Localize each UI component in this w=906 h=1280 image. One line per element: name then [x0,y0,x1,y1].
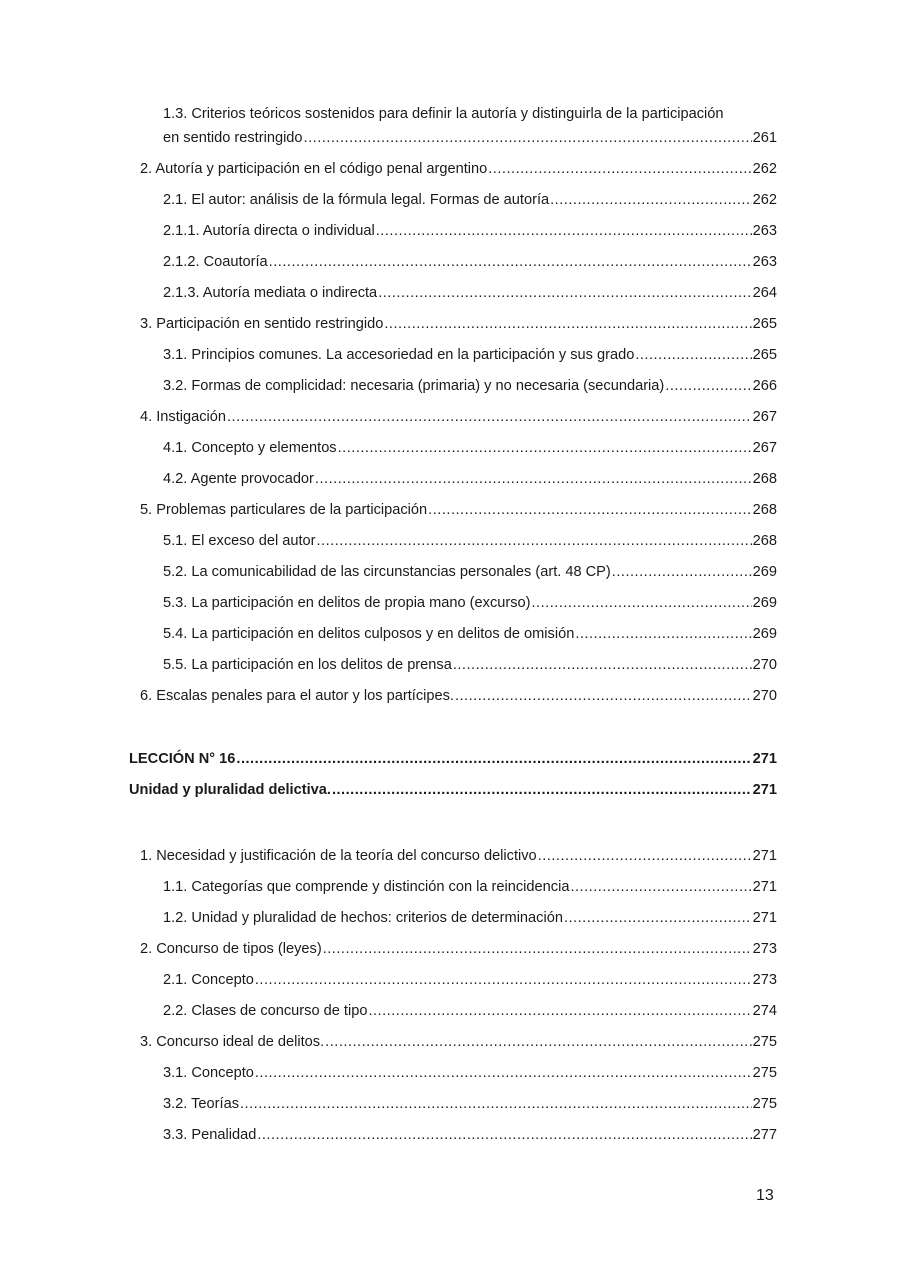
dot-leader [304,128,752,148]
toc-entry[interactable] [129,531,777,562]
toc-page-number: 268 [752,471,777,487]
toc-page-number: 268 [752,533,777,549]
toc-entry[interactable] [129,438,777,469]
toc-entry[interactable] [129,1094,777,1125]
toc-entry[interactable] [129,314,777,345]
toc-entry-text: 1. Necesidad y justificación de la teoría del concurso delictivo [140,848,537,864]
dot-leader [368,1001,751,1021]
dot-leader [315,469,752,489]
dot-leader [612,562,752,582]
toc-page-number: 265 [752,347,777,363]
dot-leader [532,593,752,613]
toc-entry[interactable] [129,562,777,593]
dot-leader [376,221,752,241]
dot-leader [332,780,752,800]
toc-page-number: 265 [752,316,777,332]
toc-entry[interactable] [129,221,777,252]
toc-entry[interactable] [129,376,777,407]
footer-page-number: 13 [756,1187,774,1204]
toc-entry-text: 1.2. Unidad y pluralidad de hechos: criterios de determinación [163,910,563,926]
toc-entry[interactable] [129,939,777,970]
toc-heading-entry[interactable] [129,749,777,780]
toc-entry[interactable] [129,846,777,877]
toc-entry-text: 5.3. La participación en delitos de propia mano (excurso) [163,595,531,611]
toc-entry-text: 3. Concurso ideal de delitos. [140,1034,325,1050]
toc-page-number: 273 [752,941,777,957]
toc-entry-text-line2: en sentido restringido [163,130,303,146]
dot-leader [538,846,752,866]
toc-entry-text: 4.2. Agente provocador [163,471,314,487]
dot-leader [455,686,752,706]
dot-leader [257,1125,751,1145]
toc-entry-text: 5.5. La participación en los delitos de prensa [163,657,452,673]
toc-entry-text: 2. Concurso de tipos (leyes) [140,941,322,957]
toc-entry-wrapped[interactable] [129,104,777,159]
toc-page-number: 264 [752,285,777,301]
dot-leader [227,407,752,427]
toc-entry[interactable] [129,469,777,500]
toc-page-number: 269 [752,595,777,611]
toc-section-lesson [129,749,777,811]
toc-entry-text: 6. Escalas penales para el autor y los partícipes. [140,688,454,704]
toc-entry[interactable] [129,1032,777,1063]
toc-page-number: 270 [752,657,777,673]
toc-page-number: 268 [752,502,777,518]
toc-page-number: 263 [752,254,777,270]
dot-leader [255,1063,752,1083]
dot-leader [269,252,752,272]
dot-leader [255,970,752,990]
toc-entry-text: 2.2. Clases de concurso de tipo [163,1003,368,1019]
toc-entry-text: 3.2. Formas de complicidad: necesaria (primaria) y no necesaria (secundaria) [163,378,665,394]
toc-entry[interactable] [129,345,777,376]
toc-entry-text: 2.1.3. Autoría mediata o indirecta [163,285,378,301]
toc-entry-text: 2.1. El autor: análisis de la fórmula legal. Formas de autoría [163,192,550,208]
dot-leader [575,624,751,644]
dot-leader [570,877,751,897]
toc-entry[interactable] [129,159,777,190]
toc-section-part2 [129,846,777,1156]
toc-entry[interactable] [129,190,777,221]
dot-leader [323,939,752,959]
toc-entry[interactable] [129,1063,777,1094]
dot-leader [428,500,751,520]
toc-entry-text: 4. Instigación [140,409,226,425]
toc-entry-text-line1: 1.3. Criterios teóricos sostenidos para definir la autoría y distinguirla de la participación [163,106,724,122]
dot-leader [635,345,751,365]
dot-leader [378,283,751,303]
toc-page-number: 269 [752,626,777,642]
toc-entry[interactable] [129,877,777,908]
toc-entry-text: 2.1.1. Autoría directa o individual [163,223,375,239]
dot-leader [564,908,752,928]
toc-page-number: 269 [752,564,777,580]
toc-entry-text: 3.2. Teorías [163,1096,239,1112]
toc-page-number: 262 [752,161,777,177]
dot-leader [338,438,752,458]
toc-page-number: 275 [752,1034,777,1050]
toc-section-part1 [129,159,777,717]
toc-entry-text: 3.1. Concepto [163,1065,254,1081]
toc-page-number: 263 [752,223,777,239]
dot-leader [240,1094,752,1114]
toc-page-number: 277 [752,1127,777,1143]
dot-leader [550,190,752,210]
toc-entry-text: 3.1. Principios comunes. La accesoriedad en la participación y sus grado [163,347,635,363]
dot-leader [325,1032,751,1052]
toc-entry[interactable] [129,908,777,939]
toc-page-number: 261 [752,130,777,146]
toc-entry-text: LECCIÓN N° 16 [129,751,236,767]
toc-entry[interactable] [129,1001,777,1032]
toc-page-number: 275 [752,1065,777,1081]
toc-page-number: 271 [752,910,777,926]
dot-leader [384,314,751,334]
toc-page-number: 274 [752,1003,777,1019]
toc-entry[interactable] [129,686,777,717]
toc-heading-entry[interactable] [129,780,777,811]
toc-page-number: 266 [752,378,777,394]
toc-entry-text: 5.2. La comunicabilidad de las circunstancias personales (art. 48 CP) [163,564,611,580]
toc-page-number: 270 [752,688,777,704]
toc-entry-text: 1.1. Categorías que comprende y distinción con la reincidencia [163,879,570,895]
toc-entry-text: 2. Autoría y participación en el código penal argentino [140,161,488,177]
dot-leader [453,655,752,675]
toc-page-number: 271 [752,848,777,864]
toc-entry[interactable] [129,1125,777,1156]
toc-entry-text: 2.1.2. Coautoría [163,254,268,270]
table-of-contents [129,104,777,1156]
toc-page-number: 267 [752,440,777,456]
toc-entry-text: 5.4. La participación en delitos culposos y en delitos de omisión [163,626,575,642]
dot-leader [317,531,752,551]
toc-entry[interactable] [129,593,777,624]
toc-entry-text: 3.3. Penalidad [163,1127,257,1143]
toc-page-number: 271 [752,782,777,798]
toc-entry[interactable] [129,500,777,531]
toc-page-number: 271 [752,879,777,895]
toc-entry[interactable] [129,970,777,1001]
toc-page-number: 262 [752,192,777,208]
toc-page-number: 275 [752,1096,777,1112]
toc-entry[interactable] [129,624,777,655]
toc-entry[interactable] [129,252,777,283]
dot-leader [488,159,751,179]
dot-leader [236,749,751,769]
dot-leader [665,376,751,396]
toc-entry-text: 3. Participación en sentido restringido [140,316,384,332]
toc-entry-text: 5. Problemas particulares de la participación [140,502,428,518]
toc-page-number: 271 [752,751,777,767]
toc-entry[interactable] [129,655,777,686]
toc-entry-text: 5.1. El exceso del autor [163,533,316,549]
toc-page-number: 267 [752,409,777,425]
toc-entry-text: 4.1. Concepto y elementos [163,440,337,456]
toc-page-number: 273 [752,972,777,988]
toc-entry[interactable] [129,283,777,314]
toc-entry-text: 2.1. Concepto [163,972,254,988]
toc-entry-text: Unidad y pluralidad delictiva. [129,782,331,798]
toc-entry[interactable] [129,407,777,438]
